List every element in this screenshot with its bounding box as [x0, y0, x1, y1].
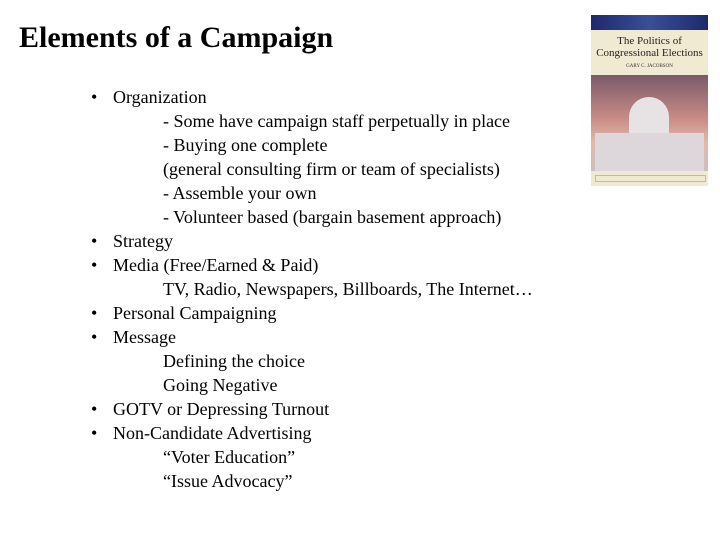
sub-item — [163, 349, 305, 373]
item-text: GOTV or Depressing Turnout — [113, 399, 330, 419]
item-text: Personal Campaigning — [113, 303, 277, 323]
sub-item — [163, 181, 316, 205]
item-text: Strategy — [113, 231, 173, 251]
bullet-marker: • — [91, 87, 98, 107]
bullet-item — [91, 301, 276, 325]
bullet-marker: • — [91, 423, 98, 443]
item-text: “Voter Education” — [163, 447, 296, 467]
sub-item — [163, 445, 295, 469]
sub-item — [163, 469, 292, 493]
sub-item — [163, 373, 277, 397]
bullet-marker: • — [91, 255, 98, 275]
sub-item — [163, 157, 500, 181]
item-text: TV, Radio, Newspapers, Billboards, The Internet… — [163, 279, 533, 299]
sub-item — [163, 205, 501, 229]
bullet-item — [91, 229, 173, 253]
item-text: Non-Candidate Advertising — [113, 423, 312, 443]
bullet-item — [91, 253, 318, 277]
item-text: Message — [113, 327, 176, 347]
bullet-item — [91, 85, 207, 109]
item-text: Organization — [113, 87, 207, 107]
bullet-item — [91, 397, 329, 421]
item-text: - Assemble your own — [163, 183, 317, 203]
item-text: Media (Free/Earned & Paid) — [113, 255, 319, 275]
item-text: (general consulting firm or team of specialists) — [163, 159, 500, 179]
item-text: - Some have campaign staff perpetually in place — [163, 111, 511, 131]
slide-title: Elements of a Campaign — [19, 21, 334, 54]
item-text: - Volunteer based (bargain basement approach) — [163, 207, 502, 227]
bullet-item — [91, 421, 311, 445]
item-text: Defining the choice — [163, 351, 305, 371]
book-author: GARY C. JACOBSON — [626, 64, 673, 69]
item-text: Going Negative — [163, 375, 278, 395]
bullet-marker: • — [91, 231, 98, 251]
bullet-item — [91, 325, 176, 349]
bullet-marker: • — [91, 399, 98, 419]
item-text: “Issue Advocacy” — [163, 471, 293, 491]
book-title: The Politics of Congressional Elections — [596, 35, 703, 59]
sub-item — [163, 109, 510, 133]
sub-item — [163, 133, 327, 157]
item-text: - Buying one complete — [163, 135, 328, 155]
capitol-photo — [591, 75, 708, 171]
bullet-marker: • — [91, 303, 98, 323]
bullet-marker: • — [91, 327, 98, 347]
book-cover-image — [591, 15, 708, 186]
sub-item — [163, 277, 533, 301]
